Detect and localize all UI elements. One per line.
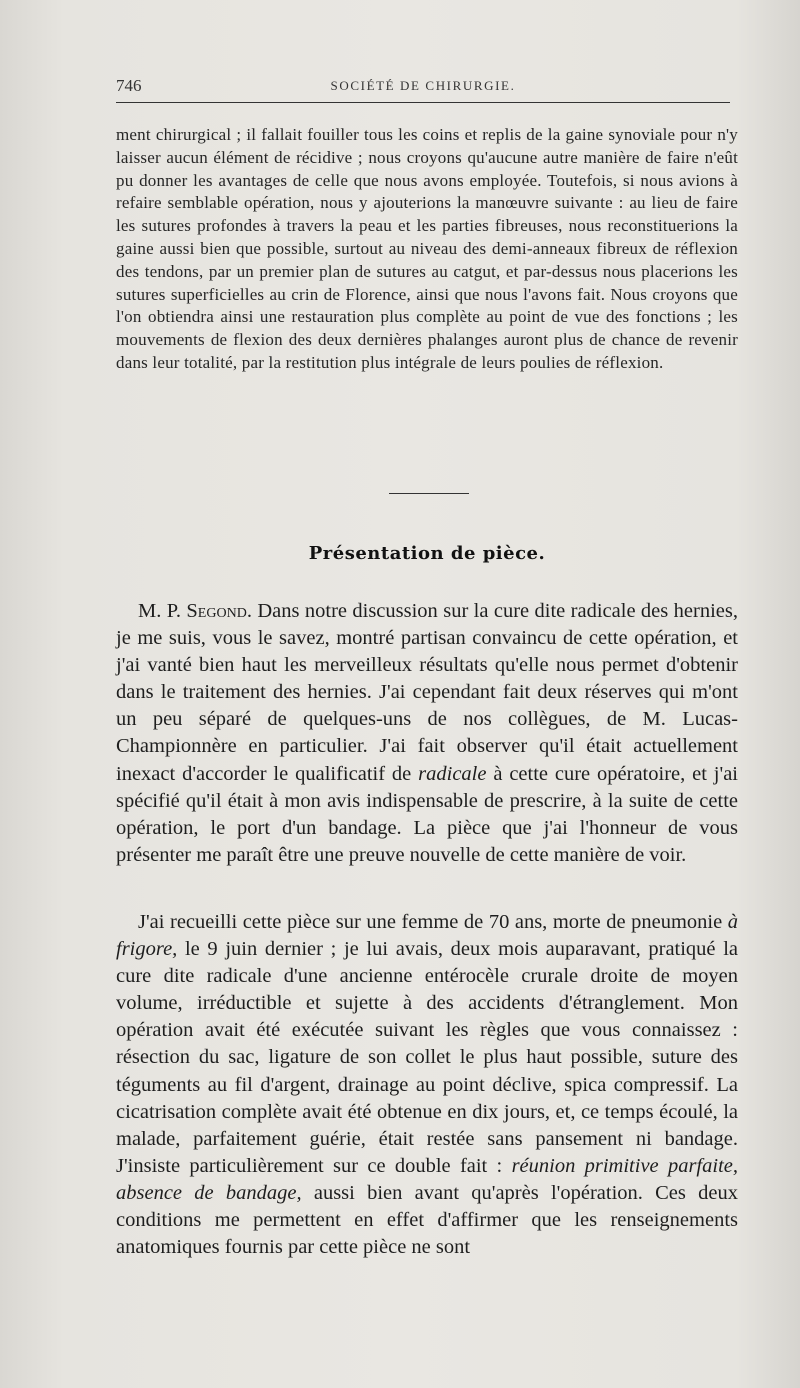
paragraph-2-text-b: le 9 juin dernier ; je lui avais, deux mois auparavant, pratiqué la cure dite radicale d'une ancienne entérocèle crurale droite de moyen volume, irréductible et sujette à des accidents d'étranglement. Mon opération avait été exécutée suivant les règles que vous connaissez : résection du sac, ligature de son collet le plus haut possible, suture des téguments au fil d'argent, drainage au point déclive, spica compressif. La cicatrisation complète avait été obtenue en dix jours, et, ce temps écoulé, la malade, parfaitement guérie, était restée sans pansement ni bandage. J'insiste particulièrement sur ce double fait : [116, 938, 738, 1177]
paragraph-segond [116, 598, 738, 869]
continuation-paragraph: ment chirurgical ; il fallait fouiller tous les coins et replis de la gaine synoviale pour n'y laisser aucun élément de récidive ; nous croyons qu'aucune autre manière de faire n'eût pu donner les avantages de celle que nous avons employée. Toutefois, si nous avions à refaire semblable opération, nous y ajouterions la manœuvre suivante : au lieu de faire les sutures profondes à travers la peau et les parties fibreuses, nous reconstituerions la gaine aussi bien que possible, surtout au niveau des demi-anneaux fibreux de réflexion des tendons, par un premier plan de sutures au catgut, et par-dessus nous placerions les sutures superficielles au crin de Florence, ainsi que nous l'avons fait. Nous croyons que l'on obtiendra ainsi une restauration plus complète au point de vue des fonctions ; les mouvements de flexion des deux dernières phalanges auront plus de chance de revenir dans leur totalité, par la restitution plus intégrale de leurs poulies de réflexion. [116, 125, 738, 372]
italic-radicale: radicale [418, 762, 487, 785]
running-head: SOCIÉTÉ DE CHIRURGIE. [330, 78, 516, 93]
paragraph-2-text-a: J'ai recueilli cette pièce sur une femme de 70 ans, morte de pneumonie [138, 911, 728, 933]
header-rule [116, 102, 730, 103]
paragraph-specimen [116, 909, 738, 1261]
paragraph-2-text-c: aussi bien avant qu'après l'opération. Ces deux conditions me permettent en effet d'affirmer que les renseignements anatomiques fournis par cette pièce ne sont [116, 1181, 738, 1259]
speaker-name: Segond [186, 600, 247, 622]
italic-a-frigore: à frigore, [116, 911, 738, 961]
italic-reunion-primitive: réunion primitive parfaite, absence de bandage, [116, 1154, 738, 1204]
section-separator-rule [389, 493, 469, 494]
page-number: 746 [116, 76, 142, 95]
paragraph-1-text-b: à cette cure opératoire, et j'ai spécifié qu'il était à mon avis indispensable de prescrire, à la suite de cette opération, le port d'un bandage. La pièce que j'ai l'honneur de vous présenter me paraît être une preuve nouvelle de cette manière de voir. [116, 762, 738, 866]
paragraph-1-text-a: Dans notre discussion sur la cure dite radicale des hernies, je me suis, vous le savez, montré partisan convaincu de cette opération, et j'ai vanté bien haut les merveilleux résultats qu'elle nous permet d'obtenir dans le traitement des hernies. J'ai cependant fait deux réserves qui m'ont un peu séparé de quelques-uns de nos collègues, de M. Lucas-Championnère en particulier. J'ai fait observer qu'il était actuellement inexact d'accorder le qualificatif de [116, 600, 738, 785]
speaker-suffix: . [246, 600, 252, 622]
section-title: Présentation de pièce. [308, 543, 546, 564]
speaker-prefix: M. P. [138, 600, 187, 622]
page-header [116, 76, 730, 98]
